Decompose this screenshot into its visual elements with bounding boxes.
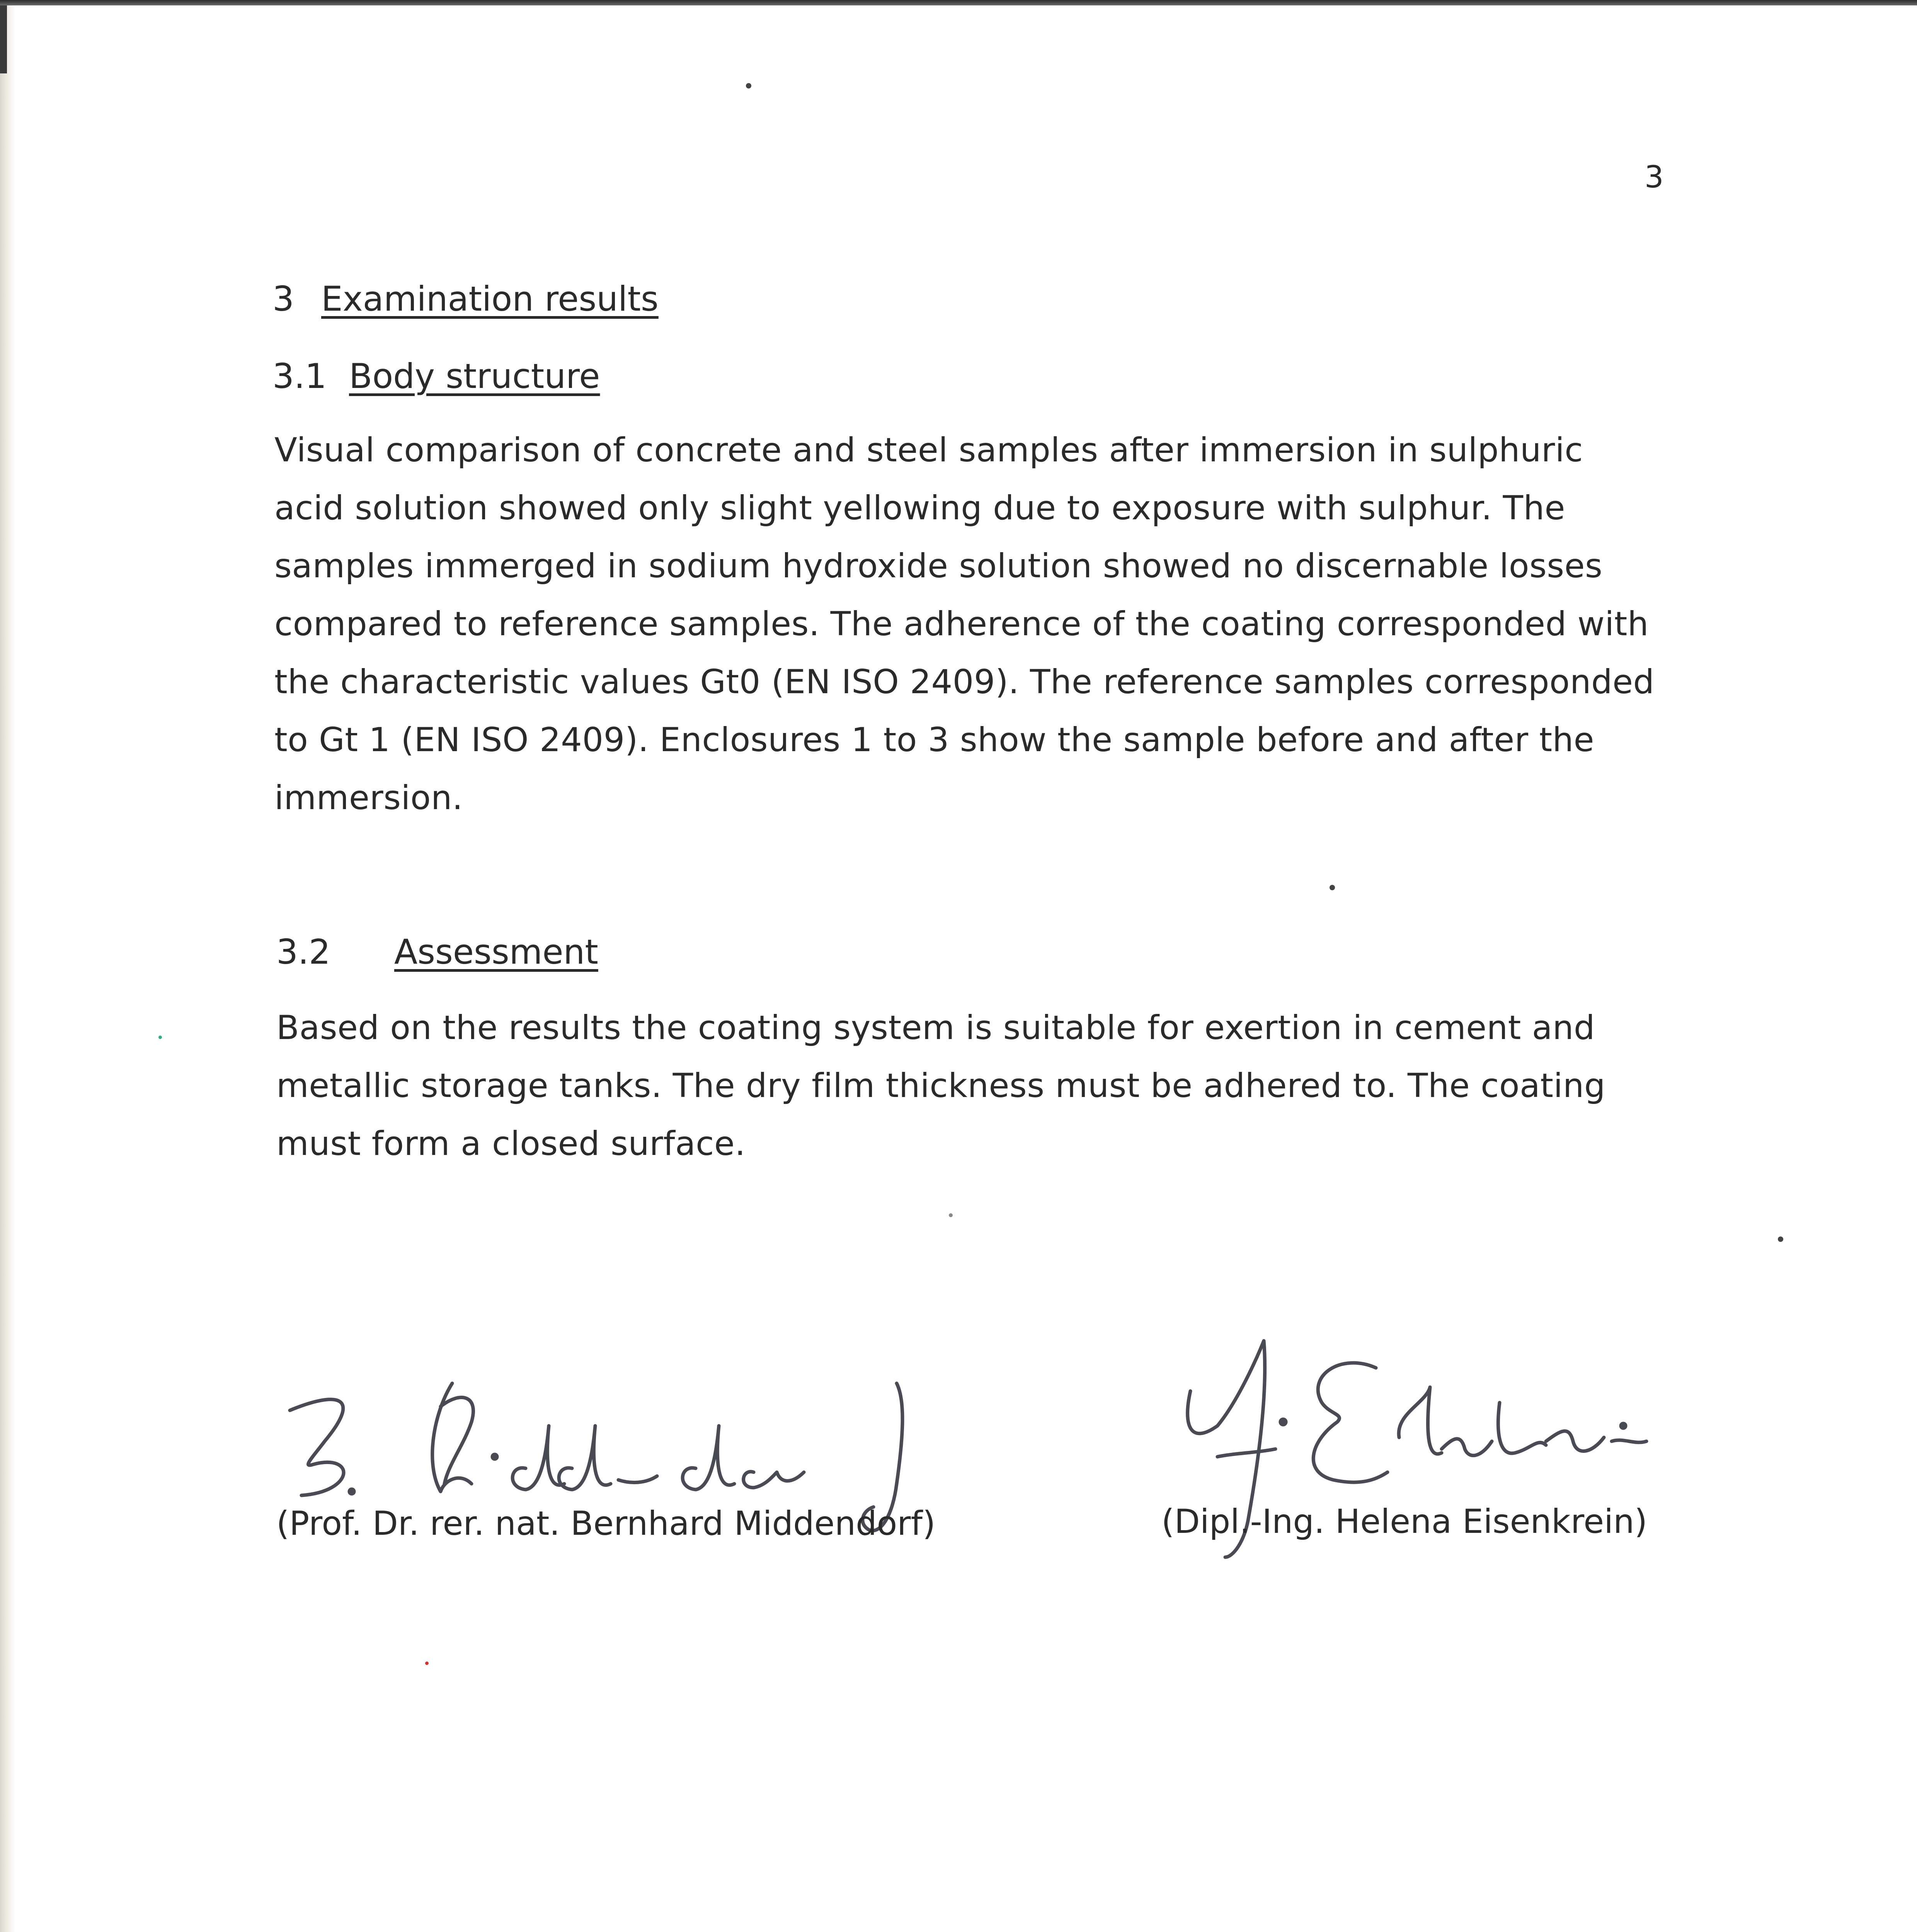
heading-examination-results xyxy=(272,279,659,319)
signatory-caption: (Dipl.-Ing. Helena Eisenkrein) xyxy=(1161,1502,1648,1541)
paragraph-line: to Gt 1 (EN ISO 2409). Enclosures 1 to 3 show the sample before and after the xyxy=(274,721,1595,759)
signatory-caption: (Prof. Dr. rer. nat. Bernhard Middendorf) xyxy=(276,1504,936,1543)
section-number: 3 xyxy=(272,279,294,319)
scan-speck xyxy=(746,83,751,88)
scan-speck xyxy=(425,1662,429,1665)
scan-edge-top xyxy=(0,0,1917,5)
scan-speck xyxy=(1778,1236,1783,1242)
section-title: Examination results xyxy=(321,279,659,319)
assessment-paragraph xyxy=(276,999,1605,1173)
paragraph-line: immersion. xyxy=(274,779,463,817)
scan-speck xyxy=(158,1036,162,1039)
section-title: Assessment xyxy=(394,932,598,972)
paragraph-line: Based on the results the coating system is suitable for exertion in cement and xyxy=(276,1009,1595,1047)
paragraph-line: the characteristic values Gt0 (EN ISO 2409). The reference samples corresponded xyxy=(274,663,1655,701)
scan-edge-left xyxy=(0,0,15,1932)
paragraph-line: metallic storage tanks. The dry film thickness must be adhered to. The coating xyxy=(276,1066,1605,1105)
page-number: 3 xyxy=(1645,160,1664,195)
paragraph-line: acid solution showed only slight yellowing due to exposure with sulphur. The xyxy=(274,489,1565,527)
scan-speck xyxy=(949,1213,953,1217)
scan-speck xyxy=(1330,885,1335,890)
section-number: 3.1 xyxy=(272,356,327,396)
heading-body-structure xyxy=(272,356,600,396)
paragraph-line: Visual comparison of concrete and steel samples after immersion in sulphuric xyxy=(274,431,1583,469)
paragraph-line: compared to reference samples. The adherence of the coating corresponded with xyxy=(274,605,1649,643)
section-title: Body structure xyxy=(349,356,600,396)
heading-assessment xyxy=(276,932,598,972)
body-structure-paragraph xyxy=(274,421,1655,827)
paragraph-line: must form a closed surface. xyxy=(276,1124,746,1163)
section-number: 3.2 xyxy=(276,932,330,972)
scan-edge-corner xyxy=(0,0,7,73)
paragraph-line: samples immerged in sodium hydroxide solution showed no discernable losses xyxy=(274,547,1603,585)
